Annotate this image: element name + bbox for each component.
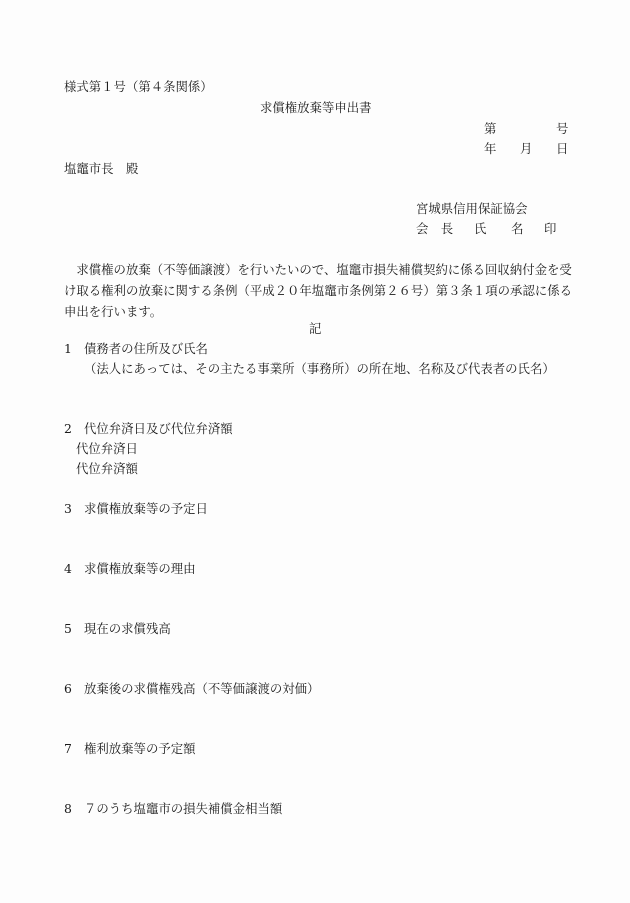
item-number: 2: [64, 421, 72, 436]
item-label: 債務者の住所及び氏名: [84, 341, 208, 356]
item-label: 放棄後の求償権残高（不等価譲渡の対価）: [84, 681, 320, 696]
applicant-position: 会 長: [416, 221, 454, 236]
item-label: 代位弁済日及び代位弁済額: [84, 421, 233, 436]
item-number: 5: [64, 621, 72, 636]
item-number: 4: [64, 561, 72, 576]
ki-heading: 記: [309, 321, 322, 336]
addressee: 塩竈市長 殿: [64, 161, 139, 176]
applicant-organization: 宮城県信用保証協会: [416, 201, 528, 216]
applicant-name-label: 氏 名: [474, 221, 524, 236]
item-number: 3: [64, 501, 72, 516]
seal-mark: 印: [544, 221, 557, 236]
item-number: 6: [64, 681, 72, 696]
number-prefix: 第: [484, 121, 497, 136]
date-month: 月: [520, 141, 533, 156]
item-label: ７のうち塩竈市の損失補償金相当額: [84, 801, 283, 816]
item-number: 1: [64, 341, 72, 356]
item-label: 現在の求償残高: [84, 621, 171, 636]
form-number: 様式第１号（第４条関係）: [64, 79, 213, 94]
date-year: 年: [484, 141, 497, 156]
item-label: 求償権放棄等の予定日: [84, 501, 208, 516]
document-title: 求償権放棄等申出書: [260, 100, 372, 115]
item-label: 求償権放棄等の理由: [84, 561, 196, 576]
date-day: 日: [556, 141, 569, 156]
item-label: 権利放棄等の予定額: [84, 741, 196, 756]
body-text: 求償権の放棄（不等価譲渡）を行いたいので、塩竈市損失補償契約に係る回収納付金を受け取る権利の放棄に関する条例（平成２０年塩竈市条例第２６号）第３条１項の承認に係る申出を行います。: [64, 262, 573, 319]
item-note: （法人にあっては、その主たる事業所（事務所）の所在地、名称及び代表者の氏名）: [84, 361, 555, 376]
number-suffix: 号: [556, 121, 569, 136]
item-number: 7: [64, 741, 72, 756]
item-number: 8: [64, 801, 72, 816]
item-sub-label: 代位弁済額: [76, 461, 138, 476]
item-sub-label: 代位弁済日: [76, 441, 138, 456]
